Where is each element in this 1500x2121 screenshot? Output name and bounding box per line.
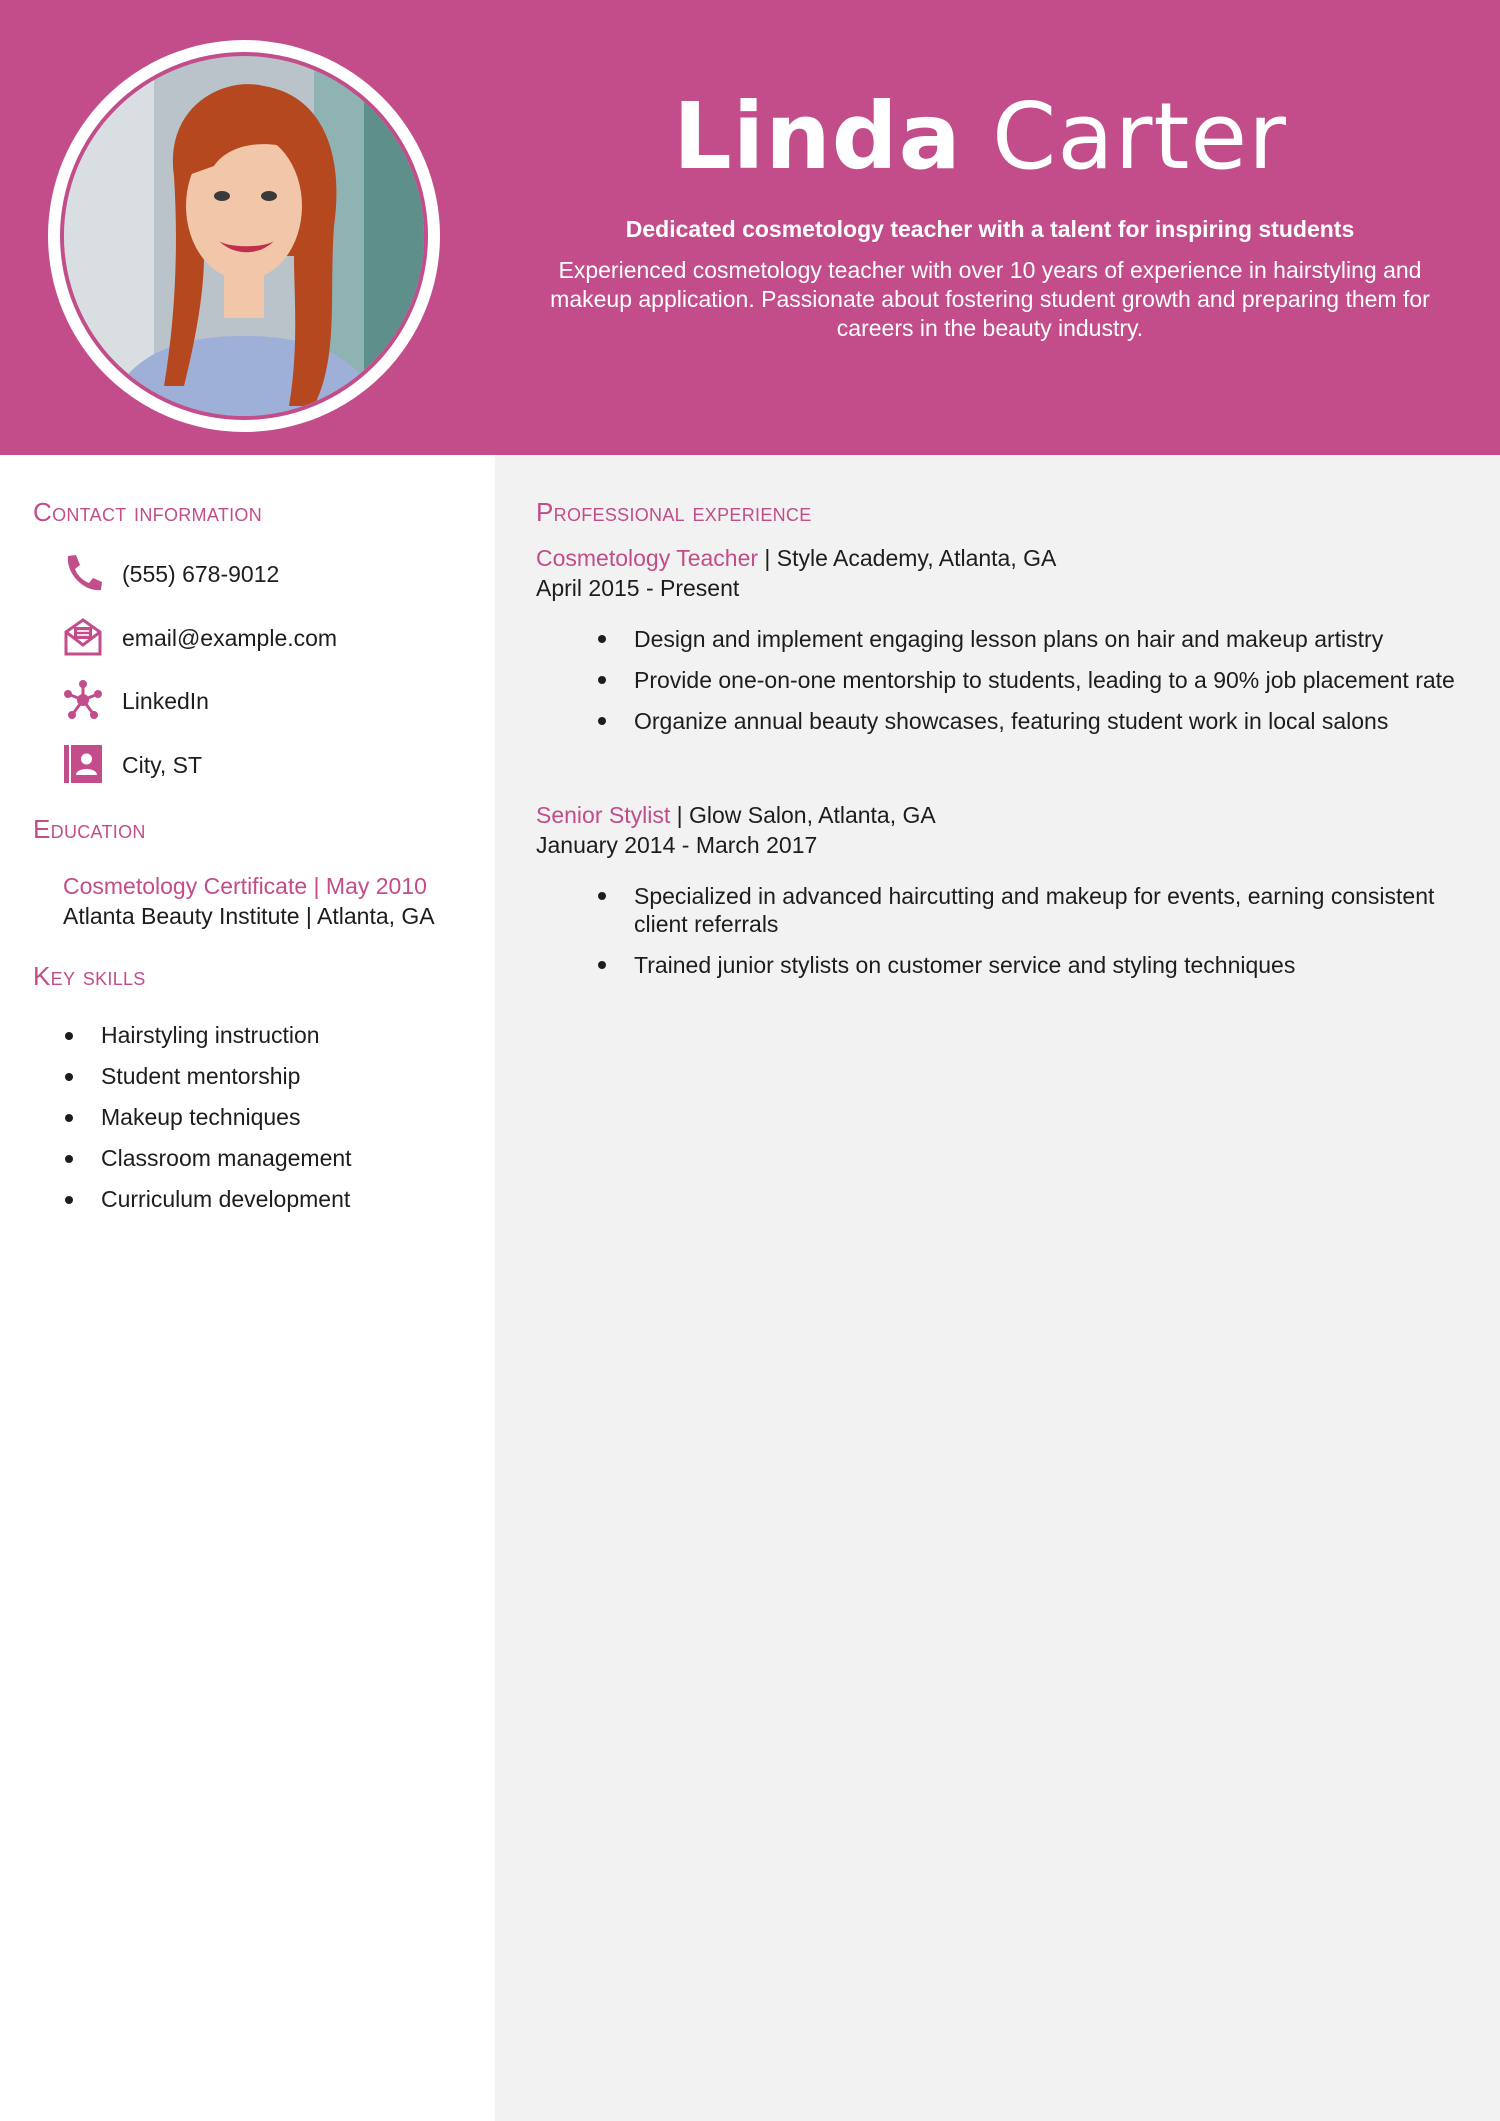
experience-section-title: Professional experience [536, 497, 812, 527]
phone-icon [62, 552, 104, 594]
job-entry [536, 800, 1456, 992]
last-name: Carter [991, 83, 1287, 190]
job-role: Senior Stylist [536, 802, 671, 828]
header-banner [0, 0, 1500, 455]
linkedin-text: LinkedIn [122, 688, 209, 714]
job-bullet: Trained junior stylists on customer service and styling techniques [596, 951, 1456, 979]
contact-item-linkedin [62, 679, 462, 723]
job-bullets [596, 882, 1456, 979]
contact-item-location [62, 743, 462, 787]
skills-list [63, 1015, 463, 1220]
education-institution: Atlanta Beauty Institute | Atlanta, GA [63, 903, 435, 929]
mail-icon [62, 616, 104, 658]
tagline: Dedicated cosmetology teacher with a talent for inspiring students [625, 216, 1355, 242]
email-text: email@example.com [122, 625, 338, 651]
skill-item: Classroom management [63, 1138, 463, 1179]
job-bullets [596, 625, 1456, 735]
contact-section-title: Contact information [33, 497, 263, 527]
candidate-name [520, 82, 1440, 192]
skills-section-title: Key skills [33, 961, 146, 991]
job-dates: April 2015 - Present [536, 575, 740, 601]
education-credential: Cosmetology Certificate | May 2010 [63, 873, 427, 899]
job-heading: Senior Stylist | Glow Salon, Atlanta, GA [536, 802, 936, 828]
job-company: Glow Salon, Atlanta, GA [688, 802, 936, 828]
contact-item-email [62, 616, 462, 660]
phone-text: (555) 678-9012 [122, 561, 280, 587]
profile-photo-frame [48, 40, 440, 432]
job-bullet: Design and implement engaging lesson plans on hair and makeup artistry [596, 625, 1456, 653]
education-section-title: Education [33, 814, 146, 844]
job-bullet: Organize annual beauty showcases, featuring student work in local salons [596, 707, 1456, 735]
location-text: City, ST [122, 752, 203, 778]
first-name: Linda [673, 83, 962, 190]
job-entry [536, 543, 1456, 748]
skill-item: Curriculum development [63, 1179, 463, 1220]
contact-item-phone [62, 552, 462, 596]
job-dates: January 2014 - March 2017 [536, 832, 818, 858]
job-bullet: Provide one-on-one mentorship to students, leading to a 90% job placement rate [596, 666, 1456, 694]
profile-photo [60, 52, 428, 420]
profile-photo-image [64, 56, 424, 416]
job-heading: Cosmetology Teacher | Style Academy, Atlanta, GA [536, 545, 1057, 571]
job-bullet: Specialized in advanced haircutting and makeup for events, earning consistent client referrals [596, 882, 1456, 938]
summary: Experienced cosmetology teacher with over 10 years of experience in hairstyling and makeup application. Passionate about fostering student growth and preparing them for careers in the beauty industry. [550, 257, 1430, 341]
job-role: Cosmetology Teacher [536, 545, 759, 571]
job-company: Style Academy, Atlanta, GA [776, 545, 1057, 571]
network-icon [62, 679, 104, 721]
contact-card-icon [62, 743, 104, 785]
skill-item: Hairstyling instruction [63, 1015, 463, 1056]
skill-item: Student mentorship [63, 1056, 463, 1097]
skill-item: Makeup techniques [63, 1097, 463, 1138]
